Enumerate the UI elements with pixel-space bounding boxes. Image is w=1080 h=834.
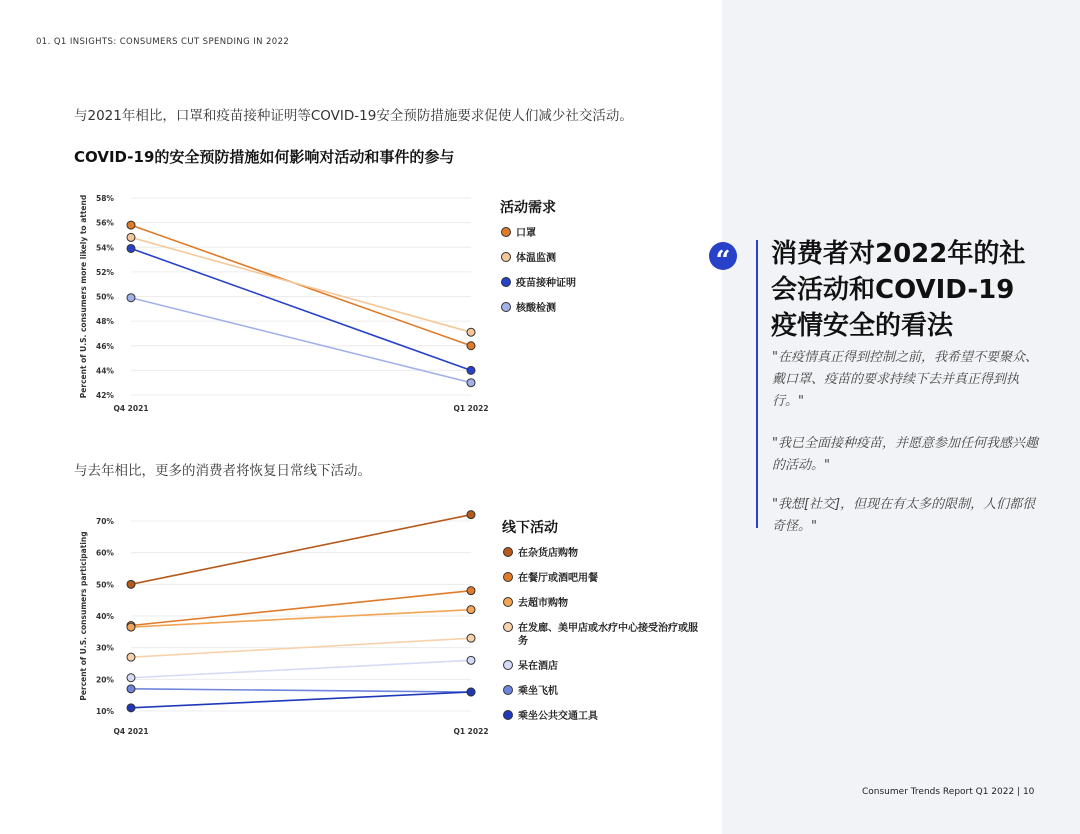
legend-marker [504, 573, 513, 582]
legend-marker [502, 228, 511, 237]
quote-title-line: 疫情安全的看法 [771, 311, 954, 341]
y-tick-label: 50% [96, 580, 114, 590]
x-tick-label: Q4 2021 [113, 404, 149, 413]
series-line [131, 248, 471, 370]
x-tick-label: Q1 2022 [453, 404, 489, 413]
intro-text-2: 与去年相比，更多的消费者将恢复日常线下活动。 [74, 463, 371, 479]
y-tick-label: 58% [96, 194, 114, 203]
y-tick-label: 44% [96, 366, 114, 376]
legend-label: 在杂货店购物 [518, 548, 578, 559]
data-point [467, 511, 475, 519]
legend-marker [504, 548, 513, 557]
consumer-quote: "我想[社交]，但现在有太多的限制，人们都很奇怪。" [772, 497, 1036, 534]
quote-panel-background [722, 0, 1080, 834]
consumer-quote: "在疫情真正得到控制之前，我希望不要聚众、戴口罩、疫苗的要求持续下去并真正得到执行。" [772, 350, 1038, 409]
y-tick-label: 50% [96, 292, 114, 302]
series-line [131, 237, 471, 332]
data-point [467, 328, 475, 336]
data-point [127, 233, 135, 241]
x-tick-label: Q1 2022 [453, 727, 489, 736]
y-tick-label: 10% [96, 707, 114, 716]
data-point [467, 366, 475, 374]
data-point [127, 221, 135, 229]
legend-marker [504, 686, 513, 695]
chart-offline-activities [0, 505, 720, 770]
x-tick-label: Q4 2021 [113, 727, 149, 736]
legend-marker [504, 661, 513, 670]
data-point [467, 656, 475, 664]
data-point [127, 580, 135, 588]
legend-marker [502, 303, 511, 312]
data-point [127, 674, 135, 682]
legend-marker [504, 623, 513, 632]
data-point [127, 685, 135, 693]
y-tick-label: 48% [96, 317, 114, 327]
legend-marker [504, 711, 513, 720]
quote-title-line: 消费者对2022年的社 [771, 239, 1026, 269]
chart1-title: COVID-19的安全预防措施如何影响对活动和事件的参与 [74, 148, 455, 166]
quote-title-line: 会活动和COVID-19 [771, 275, 1015, 305]
y-tick-label: 56% [96, 218, 114, 228]
legend-label: 疫苗接种证明 [516, 278, 576, 289]
y-tick-label: 54% [96, 243, 114, 253]
series-line [131, 591, 471, 626]
series-line [131, 692, 471, 708]
data-point [127, 653, 135, 661]
legend-label: 在餐厅或酒吧用餐 [518, 573, 598, 584]
quote-accent-bar [756, 240, 758, 528]
legend-marker [502, 253, 511, 262]
y-tick-label: 52% [96, 267, 114, 277]
data-point [127, 704, 135, 712]
y-axis-label: Percent of U.S. consumers more likely to attend [79, 194, 88, 399]
quote-panel-title [771, 236, 1041, 344]
data-point [467, 587, 475, 595]
consumer-quote: "我已全面接种疫苗，并愿意参加任何我感兴趣的活动。" [772, 436, 1038, 473]
legend-label: 呆在酒店 [518, 661, 558, 672]
y-tick-label: 20% [96, 675, 114, 685]
y-tick-label: 70% [96, 517, 114, 526]
y-tick-label: 40% [96, 612, 114, 621]
legend-label: 务 [518, 636, 528, 647]
data-point [467, 606, 475, 614]
legend-label: 核酸检测 [516, 303, 556, 314]
legend-marker [504, 598, 513, 607]
series-line [131, 660, 471, 677]
y-tick-label: 60% [96, 548, 114, 558]
series-line [131, 689, 471, 692]
legend-label: 去超市购物 [518, 598, 568, 609]
y-tick-label: 42% [96, 391, 114, 400]
legend-label: 在发廊、美甲店或水疗中心接受治疗或服 [518, 623, 698, 634]
legend-label: 乘坐飞机 [518, 686, 558, 697]
page-footer: Consumer Trends Report Q1 2022 | 10 [862, 787, 1035, 797]
data-point [127, 623, 135, 631]
series-line [131, 515, 471, 585]
y-tick-label: 30% [96, 643, 114, 653]
y-tick-label: 46% [96, 341, 114, 351]
data-point [467, 634, 475, 642]
series-line [131, 610, 471, 627]
section-header: 01. Q1 INSIGHTS: CONSUMERS CUT SPENDING IN 2022 [36, 37, 290, 47]
y-axis-label: Percent of U.S. consumers participating [79, 531, 88, 701]
legend-marker [502, 278, 511, 287]
legend-label: 口罩 [516, 228, 536, 239]
legend-title: 线下活动 [502, 520, 558, 536]
data-point [467, 688, 475, 696]
intro-text: 与2021年相比，口罩和疫苗接种证明等COVID-19安全预防措施要求促使人们减少社交活动。 [74, 108, 633, 124]
legend-title: 活动需求 [500, 200, 556, 216]
data-point [127, 294, 135, 302]
legend-label: 乘坐公共交通工具 [518, 711, 598, 722]
quote-icon: “ [709, 242, 737, 270]
chart-safety-measures [0, 185, 720, 445]
data-point [127, 244, 135, 252]
legend-label: 体温监测 [516, 253, 556, 264]
data-point [467, 342, 475, 350]
data-point [467, 379, 475, 387]
